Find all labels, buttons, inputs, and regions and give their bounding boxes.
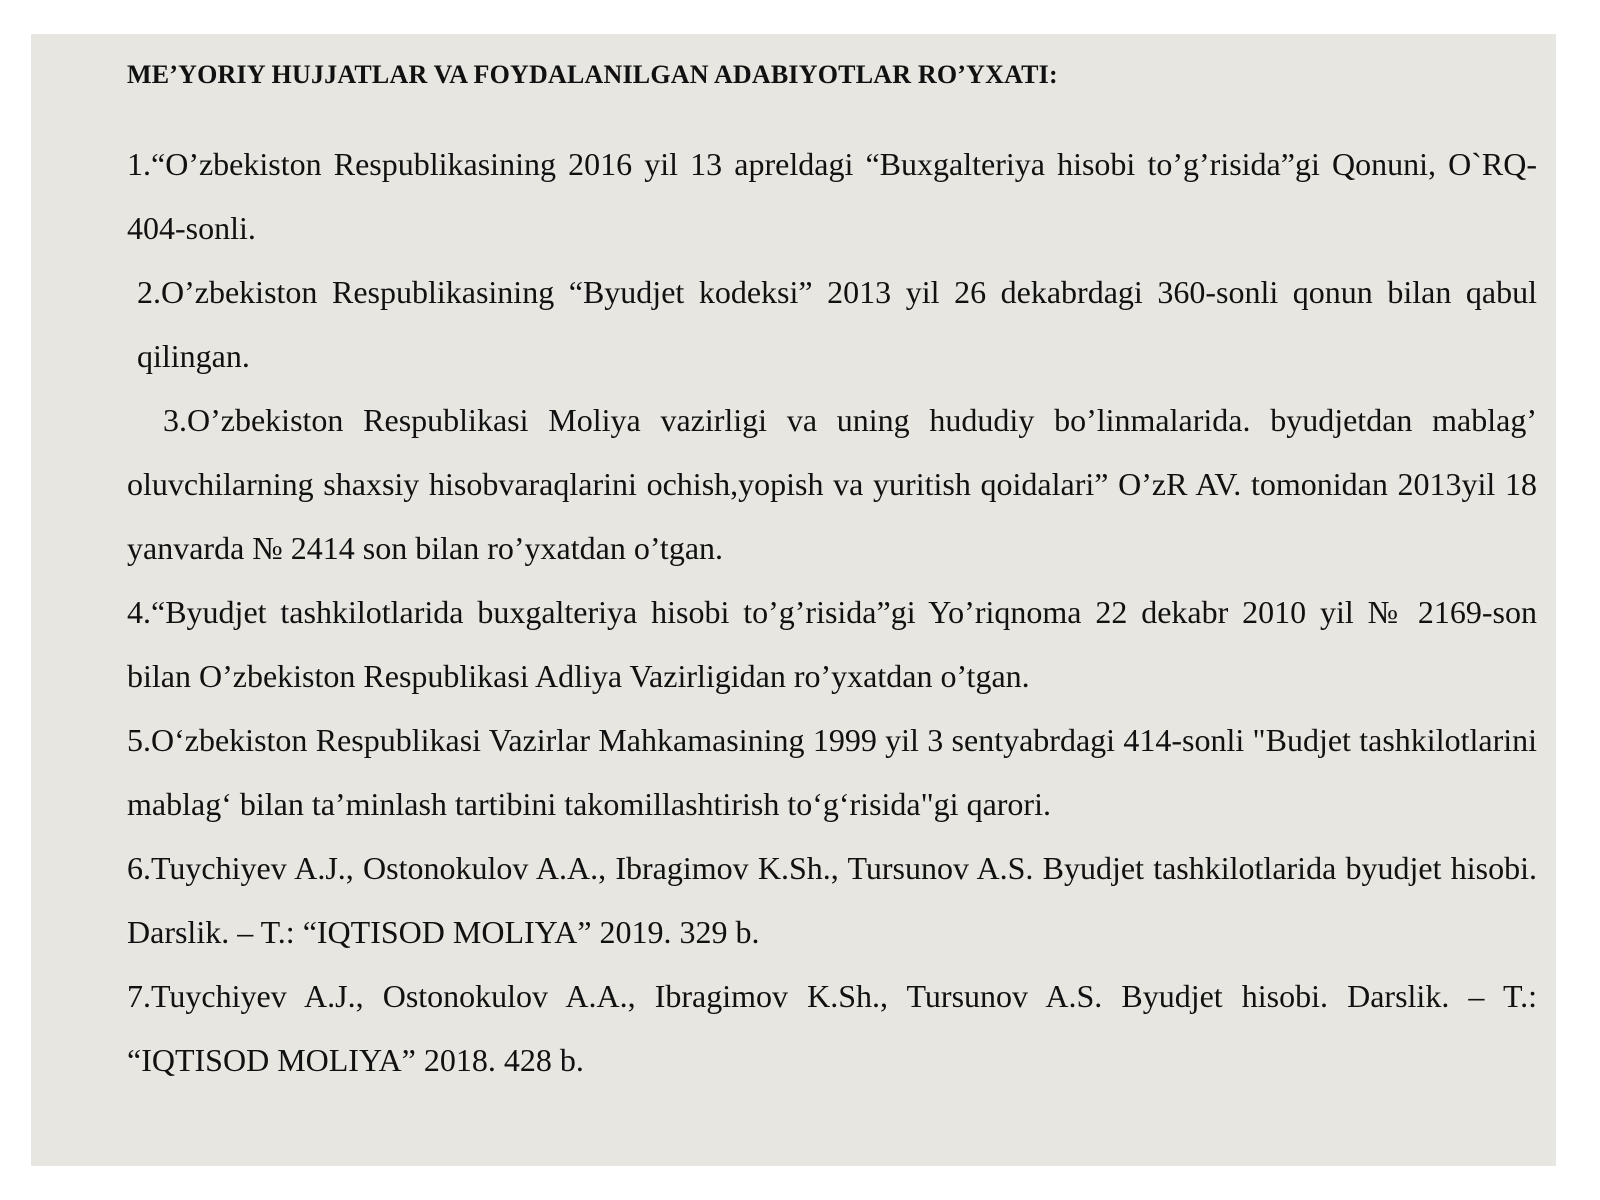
- reference-item-5: 5.O‘zbekiston Respublikasi Vazirlar Mahkamasining 1999 yil 3 sentyabrdagi 414-sonli "Budjet tashkilotlarini mablag‘ bilan ta’minlash tartibini takomillashtirish to‘g‘risida"gi qarori.: [127, 722, 1537, 822]
- reference-item-2: 2.O’zbekiston Respublikasining “Byudjet kodeksi” 2013 yil 26 dekabrdagi 360-sonli qonun bilan qabul qilingan.: [137, 274, 1537, 374]
- slide-background: [31, 34, 1556, 1166]
- document-content: [127, 60, 1537, 1092]
- page-title: ME’YORIY HUJJATLAR VA FOYDALANILGAN ADABIYOTLAR RO’YXATI:: [127, 60, 1058, 89]
- reference-list: [127, 132, 1537, 1092]
- reference-item-1: 1.“O’zbekiston Respublikasining 2016 yil 13 apreldagi “Buxgalteriya hisobi to’g’risida”gi Qonuni, O`RQ-404-sonli.: [127, 146, 1537, 246]
- reference-item-4: 4.“Byudjet tashkilotlarida buxgalteriya hisobi to’g’risida”gi Yo’riqnoma 22 dekabr 2010 yil № 2169-son bilan O’zbekiston Respublikasi Adliya Vazirligidan ro’yxatdan o’tgan.: [127, 594, 1537, 694]
- reference-item-6: 6.Tuychiyev A.J., Ostonokulov A.A., Ibragimov K.Sh., Tursunov A.S. Byudjet tashkilotlarida byudjet hisobi. Darslik. – T.: “IQTISOD MOLIYA” 2019. 329 b.: [127, 850, 1537, 950]
- reference-item-3: 3.O’zbekiston Respublikasi Moliya vazirligi va uning hududiy bo’linmalarida. byudjetdan mablag’ oluvchilarning shaxsiy hisobvaraqlarini ochish,yopish va yuritish qoidalari” O’zR AV. tomonidan 2013yil 18 yanvarda № 2414 son bilan ro’yxatdan o’tgan.: [127, 402, 1537, 566]
- reference-item-7: 7.Tuychiyev A.J., Ostonokulov A.A., Ibragimov K.Sh., Tursunov A.S. Byudjet hisobi. Darslik. – T.: “IQTISOD MOLIYA” 2018. 428 b.: [127, 978, 1537, 1078]
